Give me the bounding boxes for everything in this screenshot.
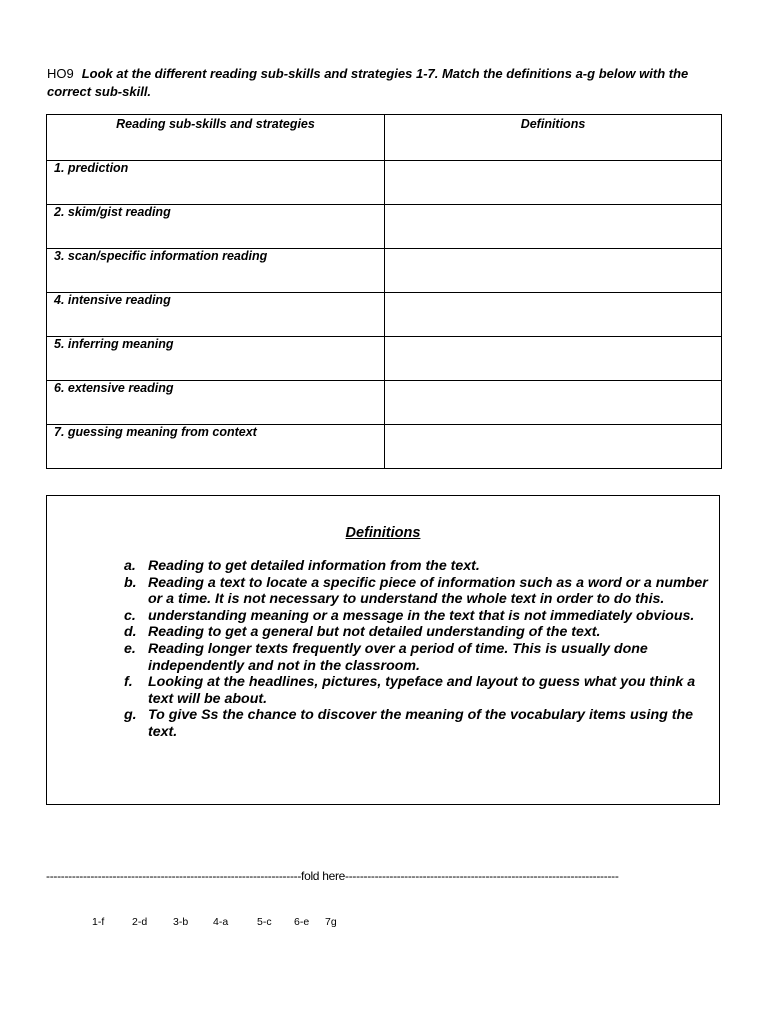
- answer-item: 6-e: [294, 916, 310, 928]
- answer-item: 1-f: [92, 916, 105, 928]
- definitions-list: [124, 558, 714, 741]
- definition-item: [124, 707, 714, 740]
- table-row: [47, 425, 722, 469]
- answer-item: 4-a: [213, 916, 229, 928]
- fold-line: ---------------------------------------------------------------------fold here--------------------------------------------------------------------------: [46, 869, 619, 883]
- definitions-box: [46, 495, 720, 805]
- table-row: [47, 249, 722, 293]
- skill-cell: 3. scan/specific information reading: [47, 249, 385, 293]
- skill-cell: 5. inferring meaning: [47, 337, 385, 381]
- definition-letter: b.: [124, 574, 137, 591]
- definition-text: understanding meaning or a message in the text that is not immediately obvious.: [148, 607, 695, 624]
- definition-letter: d.: [124, 624, 137, 641]
- definition-letter: c.: [124, 607, 136, 624]
- instructions: [47, 65, 727, 101]
- answer-item: 3-b: [173, 916, 189, 928]
- definition-letter: g.: [124, 707, 137, 724]
- definition-text: Reading a text to locate a specific piece of information such as a word or a number or a time. It is not necessary to understand the whole text in order to do this.: [148, 574, 708, 608]
- skill-cell: 2. skim/gist reading: [47, 205, 385, 249]
- skill-cell: 1. prediction: [47, 161, 385, 205]
- definition-answer-cell[interactable]: [385, 161, 722, 205]
- definition-item: [124, 624, 714, 641]
- column-header-skills: Reading sub-skills and strategies: [47, 115, 385, 161]
- definition-item: [124, 558, 714, 575]
- column-header-definitions: Definitions: [385, 115, 722, 161]
- definition-answer-cell[interactable]: [385, 293, 722, 337]
- definition-item: [124, 575, 714, 608]
- definition-text: Reading to get detailed information from the text.: [148, 558, 480, 574]
- definition-letter: a.: [124, 558, 136, 574]
- definition-answer-cell[interactable]: [385, 425, 722, 469]
- skill-cell: 6. extensive reading: [47, 381, 385, 425]
- handout-code: HO9: [47, 66, 74, 81]
- definition-item: [124, 641, 714, 674]
- definition-answer-cell[interactable]: [385, 381, 722, 425]
- instructions-text: Look at the different reading sub-skills and strategies 1-7. Match the definitions a-g below with the correct sub-skill.: [47, 66, 689, 99]
- skill-cell: 7. guessing meaning from context: [47, 425, 385, 469]
- table-row: [47, 293, 722, 337]
- definitions-title: Definitions: [345, 525, 421, 541]
- definition-answer-cell[interactable]: [385, 249, 722, 293]
- definition-letter: f.: [124, 674, 133, 691]
- definition-item: [124, 674, 714, 707]
- answer-item: 5-c: [257, 916, 272, 928]
- table-row: [47, 161, 722, 205]
- answer-item: 7g: [325, 916, 337, 928]
- answer-item: 2-d: [132, 916, 148, 928]
- table-row: [47, 337, 722, 381]
- definition-answer-cell[interactable]: [385, 337, 722, 381]
- definition-answer-cell[interactable]: [385, 205, 722, 249]
- definition-item: [124, 608, 714, 625]
- definition-text: Looking at the headlines, pictures, typeface and layout to guess what you think a text will be about.: [148, 674, 696, 707]
- table-row: [47, 381, 722, 425]
- table-header-row: [47, 115, 722, 161]
- definition-text: To give Ss the chance to discover the meaning of the vocabulary items using the text.: [148, 707, 694, 740]
- definition-text: Reading to get a general but not detailed understanding of the text.: [148, 624, 601, 641]
- definition-text: Reading longer texts frequently over a period of time. This is usually done independently and not in the classroom.: [148, 640, 648, 674]
- table-row: [47, 205, 722, 249]
- skill-cell: 4. intensive reading: [47, 293, 385, 337]
- matching-table: [46, 114, 722, 469]
- definition-letter: e.: [124, 640, 136, 657]
